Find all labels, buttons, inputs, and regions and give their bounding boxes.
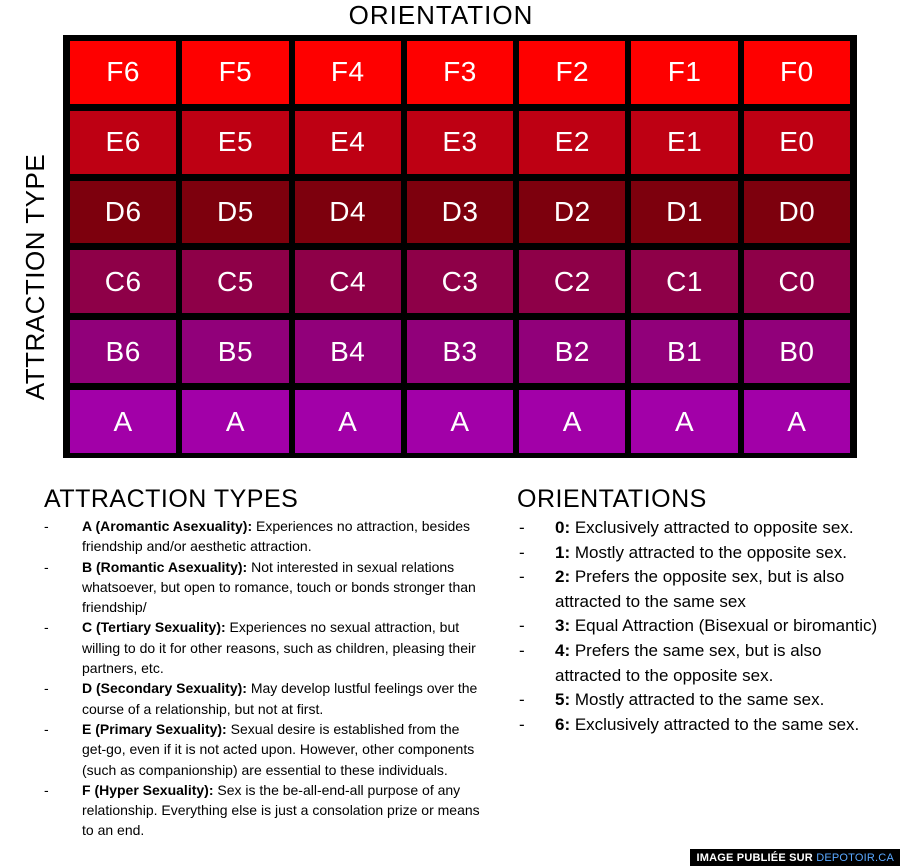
list-dash: - (44, 781, 49, 798)
grid-cell: A (519, 390, 625, 453)
list-term: 2: (555, 567, 571, 587)
orientation-item (517, 516, 887, 541)
list-term: B (Romantic Asexuality): (82, 558, 248, 575)
grid-cell: E3 (407, 111, 513, 174)
image-credit (690, 849, 900, 866)
list-dash: - (519, 567, 525, 587)
list-term: 4: (555, 640, 571, 660)
grid-cell: C5 (182, 250, 288, 313)
attraction-types-list (44, 516, 484, 841)
grid-cell: A (407, 390, 513, 453)
list-description: Mostly attracted to the opposite sex. (570, 542, 847, 562)
list-dash: - (519, 690, 525, 710)
attraction-type-item (44, 516, 484, 557)
grid-cell: B0 (744, 320, 850, 383)
attraction-type-item (44, 617, 484, 678)
orientation-item (517, 639, 887, 688)
attraction-types-section (44, 484, 484, 841)
grid-cell: C4 (295, 250, 401, 313)
list-term: A (Aromantic Asexuality): (82, 518, 253, 534)
attraction-type-item (44, 719, 484, 780)
attraction-orientation-grid (63, 35, 857, 458)
list-term: 5: (555, 690, 571, 710)
list-term: F (Hyper Sexuality): (82, 781, 214, 798)
orientation-item (517, 614, 887, 639)
grid-cell: F4 (295, 41, 401, 104)
attraction-type-item (44, 678, 484, 719)
grid-cell: D3 (407, 181, 513, 244)
orientation-axis-title: ORIENTATION (348, 0, 534, 30)
grid-cell: B2 (519, 320, 625, 383)
orientations-section (517, 484, 887, 737)
grid-cell: C1 (631, 250, 737, 313)
grid-cell: A (70, 390, 176, 453)
list-term: 0: (555, 518, 571, 537)
attraction-type-axis-title: ATTRACTION TYPE (20, 153, 50, 401)
grid-cell: B3 (407, 320, 513, 383)
orientation-item (517, 541, 887, 566)
attraction-types-title: ATTRACTION TYPES (44, 485, 299, 513)
list-dash: - (44, 720, 49, 737)
attraction-type-item (44, 780, 484, 841)
grid-cell: D2 (519, 181, 625, 244)
grid-cell: C3 (407, 250, 513, 313)
grid-cell: A (744, 390, 850, 453)
grid-cell: B6 (70, 320, 176, 383)
list-description: Sex is the be-all-end-all purpose of any relationship. Everything else is just a consolation prize or means to an end. (82, 781, 480, 839)
orientation-item (517, 565, 887, 614)
list-dash: - (519, 640, 525, 660)
list-term: 6: (555, 714, 571, 734)
list-description: Prefers the opposite sex, but is also attracted to the same sex (555, 567, 845, 611)
grid-cell: C0 (744, 250, 850, 313)
list-term: 1: (555, 542, 571, 562)
list-description: Experiences no attraction, besides friendship and/or aesthetic attraction. (82, 518, 471, 555)
orientation-item (517, 688, 887, 713)
list-dash: - (519, 616, 525, 636)
list-term: 3: (555, 616, 571, 636)
attraction-type-item (44, 557, 484, 618)
grid-cell: B5 (182, 320, 288, 383)
list-description: Prefers the same sex, but is also attracted to the opposite sex. (555, 640, 822, 685)
grid-cell: F0 (744, 41, 850, 104)
grid-cell: D4 (295, 181, 401, 244)
grid-cell: D0 (744, 181, 850, 244)
list-dash: - (44, 518, 49, 534)
grid-cell: F5 (182, 41, 288, 104)
grid-cell: C6 (70, 250, 176, 313)
orientation-item (517, 713, 887, 738)
list-term: D (Secondary Sexuality): (82, 680, 247, 697)
grid-cell: E0 (744, 111, 850, 174)
list-term: C (Tertiary Sexuality): (82, 619, 226, 636)
grid-cell: A (295, 390, 401, 453)
list-description: Sexual desire is established from the get-go, even if it is not acted upon. However, other components (such as companionship) are essential to these individuals. (82, 720, 475, 778)
list-dash: - (519, 518, 525, 537)
list-description: Mostly attracted to the same sex. (570, 690, 825, 710)
grid-cell: D1 (631, 181, 737, 244)
list-description: Exclusively attracted to the same sex. (570, 714, 860, 734)
grid-cell: E1 (631, 111, 737, 174)
orientations-list (517, 516, 887, 737)
grid-cell: A (182, 390, 288, 453)
grid-cell: F6 (70, 41, 176, 104)
list-term: E (Primary Sexuality): (82, 720, 227, 737)
list-dash: - (44, 619, 49, 636)
grid-cell: F2 (519, 41, 625, 104)
orientations-title: ORIENTATIONS (517, 485, 707, 513)
list-description: Exclusively attracted to opposite sex. (570, 518, 854, 537)
list-dash: - (44, 680, 49, 697)
grid-cell: F1 (631, 41, 737, 104)
list-description: Experiences no sexual attraction, but willing to do it for other reasons, such as children, pleasing their partners, etc. (82, 619, 476, 677)
grid-cell: F3 (407, 41, 513, 104)
list-description: Not interested in sexual relations whatsoever, but open to romance, touch or bonds stronger than friendship/ (82, 558, 476, 616)
list-description: May develop lustful feelings over the course of a relationship, but not at first. (82, 680, 478, 717)
list-description: Equal Attraction (Bisexual or biromantic) (570, 616, 878, 636)
grid-cell: B1 (631, 320, 737, 383)
grid-cell: C2 (519, 250, 625, 313)
grid-cell: B4 (295, 320, 401, 383)
list-dash: - (519, 714, 525, 734)
credit-site-link[interactable]: DEPOTOIR.CA (816, 852, 894, 864)
grid-cell: E2 (519, 111, 625, 174)
grid-cell: E6 (70, 111, 176, 174)
grid-cell: E5 (182, 111, 288, 174)
grid-cell: D5 (182, 181, 288, 244)
grid-cell: E4 (295, 111, 401, 174)
list-dash: - (44, 558, 49, 575)
credit-prefix: IMAGE PUBLIÉE SUR (696, 852, 817, 864)
list-dash: - (519, 542, 525, 562)
grid-cell: A (631, 390, 737, 453)
grid-cell: D6 (70, 181, 176, 244)
